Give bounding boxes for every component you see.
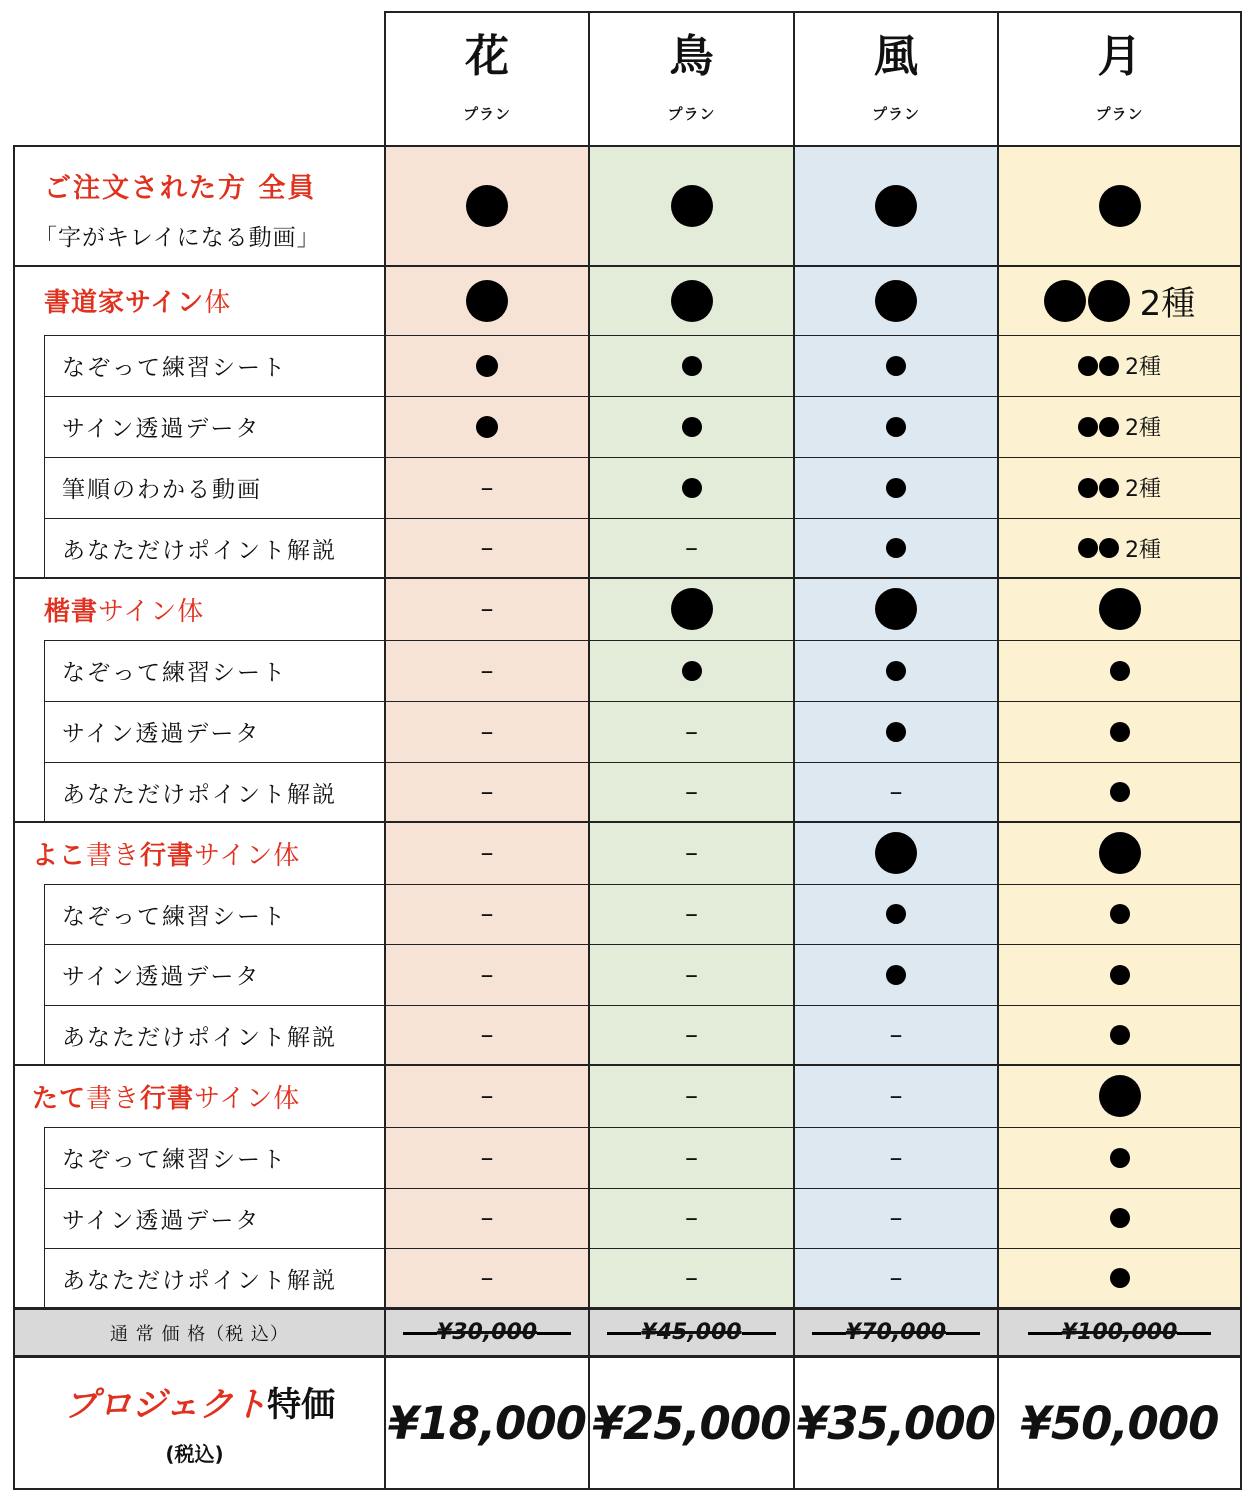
grid-line <box>14 1355 1242 1358</box>
mark-cell <box>589 518 794 578</box>
mark-cell <box>998 1005 1241 1065</box>
grid-line <box>44 1005 1242 1006</box>
mark-cell <box>794 578 998 640</box>
plan-name: 鳥 <box>669 30 714 82</box>
dot-icon <box>1110 1148 1130 1168</box>
dot-icon <box>1110 1208 1130 1228</box>
mark-cell <box>589 335 794 396</box>
count-label: 2種 <box>1125 477 1161 502</box>
large-dot-icon <box>1099 832 1141 874</box>
plan-header-tori <box>589 12 794 146</box>
dot-icon <box>1110 1268 1130 1288</box>
mark-cell <box>385 1188 589 1248</box>
large-dot-icon <box>875 185 917 227</box>
mark-cell <box>794 640 998 701</box>
grid-line <box>44 944 1242 945</box>
mark-cell <box>998 396 1241 457</box>
grid-line <box>384 11 386 1490</box>
special-price-value: ¥35,000 <box>797 1396 995 1450</box>
grid-line <box>44 640 1242 641</box>
tate-label-bold2: 行書 <box>140 1083 195 1114</box>
grid-line <box>44 884 45 1065</box>
row-label-kaisho <box>14 578 385 640</box>
large-dot-icon <box>1099 588 1141 630</box>
dot-icon <box>886 356 906 376</box>
mark-cell <box>385 822 589 884</box>
yoko-label-1: 書き <box>86 840 141 871</box>
mark-cell <box>385 1005 589 1065</box>
mark-cell <box>589 146 794 266</box>
mark-cell <box>794 266 998 335</box>
mark-cell <box>794 1188 998 1248</box>
mark-cell <box>589 396 794 457</box>
special-label-black: 特価 <box>267 1385 336 1425</box>
special-price-value: ¥18,000 <box>388 1396 586 1450</box>
mark-cell <box>385 335 589 396</box>
mark-cell <box>385 762 589 822</box>
dot-icon <box>476 355 498 377</box>
regular-price-hana <box>385 1309 589 1356</box>
dot-icon <box>1099 538 1119 558</box>
row-label-all-orders <box>14 146 385 266</box>
sub-label-trace-sheet: なぞって練習シート <box>62 1147 287 1173</box>
yoko-label-bold1: よこ <box>32 840 87 871</box>
special-price-hana <box>385 1357 589 1489</box>
mark-cell <box>794 335 998 396</box>
dot-icon <box>476 416 498 438</box>
row-label-shodoka <box>14 266 385 335</box>
dash-mark: – <box>685 1142 698 1173</box>
dash-mark: – <box>480 1142 494 1173</box>
dash-mark: – <box>685 1203 698 1233</box>
dot-icon <box>1078 478 1098 498</box>
large-dot-icon <box>671 588 713 630</box>
mark-cell <box>794 944 998 1005</box>
mark-cell <box>385 146 589 266</box>
mark-cell <box>385 1065 589 1127</box>
grid-line <box>588 11 590 1490</box>
large-dot-icon <box>466 280 508 322</box>
special-price-kaze <box>794 1357 998 1489</box>
all-orders-subtitle: 「字がキレイになる動画」 <box>34 225 321 251</box>
large-dot-icon <box>875 280 917 322</box>
dot-icon <box>1099 478 1119 498</box>
grid-line <box>44 640 45 822</box>
mark-cell <box>998 266 1241 335</box>
mark-cell <box>385 944 589 1005</box>
yoko-label-2: サイン体 <box>194 840 301 871</box>
sub-label-point-explain: あなただけポイント解説 <box>62 1024 337 1051</box>
mark-cell <box>385 396 589 457</box>
grid-line <box>14 1488 1242 1490</box>
mark-cell <box>998 146 1241 266</box>
plan-sub: プラン <box>1095 104 1144 123</box>
mark-cell <box>794 822 998 884</box>
large-dot-icon <box>1099 1075 1141 1117</box>
mark-cell <box>998 640 1241 701</box>
mark-cell <box>589 1005 794 1065</box>
tate-label-1: 書き <box>86 1083 141 1114</box>
dot-icon <box>886 417 906 437</box>
mark-cell <box>385 1127 589 1188</box>
special-label-tax: (税込) <box>165 1442 224 1466</box>
grid-line <box>44 1127 45 1308</box>
grid-line <box>44 457 1242 458</box>
mark-cell <box>589 1127 794 1188</box>
dash-mark: – <box>685 1263 698 1293</box>
dash-mark: – <box>889 1020 903 1050</box>
mark-cell <box>385 457 589 518</box>
row-label-tate <box>14 1065 385 1127</box>
grid-line <box>14 1064 1242 1066</box>
dot-icon <box>886 661 906 681</box>
mark-cell <box>385 518 589 578</box>
sub-label-sign-data: サイン透過データ <box>62 964 261 990</box>
dash-mark: – <box>480 959 494 990</box>
grid-line <box>14 145 1242 147</box>
mark-cell <box>794 1127 998 1188</box>
mark-cell <box>998 518 1241 578</box>
dash-mark: – <box>889 1142 903 1173</box>
large-dot-icon <box>1099 185 1141 227</box>
dash-mark: – <box>889 1081 903 1111</box>
plan-name: 風 <box>874 30 918 82</box>
mark-cell <box>385 266 589 335</box>
dash-mark: – <box>480 472 494 503</box>
grid-line <box>44 335 1242 336</box>
regular-price-tori <box>589 1309 794 1356</box>
sub-label-sign-data: サイン透過データ <box>62 721 261 747</box>
row-label-yoko <box>14 822 385 884</box>
sub-label-trace-sheet: なぞって練習シート <box>62 903 287 930</box>
grid-line <box>14 1307 1242 1310</box>
dot-icon <box>1078 538 1098 558</box>
regular-price-value: ¥100,000 <box>1061 1320 1178 1345</box>
mark-cell <box>794 762 998 822</box>
grid-line <box>44 396 1242 397</box>
dot-icon <box>1078 356 1098 376</box>
dot-icon <box>886 965 906 985</box>
sub-label-stroke-video: 筆順のわかる動画 <box>62 477 262 503</box>
plan-sub: プラン <box>462 104 511 123</box>
special-price-value: ¥25,000 <box>592 1396 791 1450</box>
dot-icon <box>682 356 702 376</box>
sub-label-point-explain: あなただけポイント解説 <box>62 781 337 808</box>
sub-label-sign-data: サイン透過データ <box>62 1207 261 1234</box>
dash-mark: – <box>685 838 698 868</box>
dot-icon <box>682 417 702 437</box>
dot-icon <box>1110 965 1130 985</box>
dot-icon <box>886 538 906 558</box>
mark-cell <box>589 578 794 640</box>
grid-line <box>14 265 1242 267</box>
mark-cell <box>385 884 589 944</box>
mark-cell <box>385 640 589 701</box>
mark-cell <box>794 701 998 762</box>
mark-cell <box>794 884 998 944</box>
dash-mark: – <box>480 594 494 624</box>
grid-line <box>793 11 795 1490</box>
dash-mark: – <box>685 1020 698 1050</box>
plan-sub: プラン <box>871 104 920 123</box>
mark-cell <box>589 884 794 944</box>
dot-icon <box>1110 904 1130 924</box>
regular-price-value: ¥30,000 <box>436 1320 538 1345</box>
dot-icon <box>682 661 702 681</box>
dash-mark: – <box>480 1263 494 1293</box>
mark-cell <box>794 1248 998 1308</box>
mark-cell <box>385 578 589 640</box>
dot-icon <box>886 478 906 498</box>
dash-mark: – <box>480 1203 494 1233</box>
plan-name: 月 <box>1097 30 1142 82</box>
plan-sub: プラン <box>667 104 716 123</box>
plan-header-hana <box>385 12 589 146</box>
dash-mark: – <box>480 777 494 807</box>
large-dot-icon <box>1044 280 1086 322</box>
dash-mark: – <box>480 1020 494 1050</box>
dot-icon <box>1110 782 1130 802</box>
dash-mark: – <box>480 655 494 686</box>
sub-label-trace-sheet: なぞって練習シート <box>62 355 287 381</box>
mark-cell <box>589 944 794 1005</box>
regular-price-value: ¥70,000 <box>845 1320 947 1345</box>
special-price-tsuki <box>998 1357 1241 1489</box>
grid-line <box>44 884 1242 885</box>
grid-line <box>997 11 999 1490</box>
mark-cell <box>794 146 998 266</box>
dot-icon <box>1099 417 1119 437</box>
special-price-value: ¥50,000 <box>1020 1396 1219 1450</box>
dash-mark: – <box>685 899 698 929</box>
yoko-label-bold2: 行書 <box>140 840 195 871</box>
dash-mark: – <box>685 1081 698 1111</box>
large-dot-icon <box>1088 280 1130 322</box>
dash-mark: – <box>889 1203 903 1233</box>
dot-icon <box>886 904 906 924</box>
mark-cell <box>998 578 1241 640</box>
count-label: 2種 <box>1125 355 1161 380</box>
sub-label-trace-sheet: なぞって練習シート <box>62 660 287 686</box>
mark-cell <box>589 457 794 518</box>
grid-line <box>44 518 1242 519</box>
grid-line <box>44 1188 1242 1189</box>
mark-cell <box>794 1065 998 1127</box>
mark-cell <box>998 944 1241 1005</box>
tate-label-bold1: たて <box>32 1083 87 1114</box>
large-dot-icon <box>875 832 917 874</box>
mark-cell <box>998 762 1241 822</box>
plan-header-tsuki <box>998 12 1241 146</box>
dash-mark: – <box>480 899 494 929</box>
sub-label-point-explain: あなただけポイント解説 <box>62 537 337 564</box>
mark-cell <box>794 396 998 457</box>
dash-mark: – <box>480 716 494 747</box>
count-label: 2種 <box>1125 537 1161 563</box>
dot-icon <box>1110 661 1130 681</box>
shodoka-label: 体 <box>204 288 232 318</box>
dot-icon <box>886 722 906 742</box>
mark-cell <box>998 1188 1241 1248</box>
mark-cell <box>794 518 998 578</box>
plan-header-kaze <box>794 12 998 146</box>
count-label: 2種 <box>1125 416 1161 441</box>
dash-mark: – <box>480 533 494 563</box>
mark-cell <box>589 1248 794 1308</box>
large-dot-icon <box>671 185 713 227</box>
large-dot-icon <box>875 588 917 630</box>
dash-mark: – <box>889 777 903 807</box>
sub-label-point-explain: あなただけポイント解説 <box>62 1267 337 1294</box>
grid-line <box>44 762 1242 763</box>
all-orders-title: ご注文された方 全員 <box>44 173 317 204</box>
mark-cell <box>589 1188 794 1248</box>
mark-cell <box>589 762 794 822</box>
mark-cell <box>385 1248 589 1308</box>
dot-icon <box>1099 356 1119 376</box>
grid-line <box>1240 11 1242 1490</box>
dash-mark: – <box>685 716 698 747</box>
mark-cell <box>998 884 1241 944</box>
kaisho-label: サイン体 <box>98 596 205 627</box>
regular-price-label: 通 常 価 格（税 込） <box>110 1323 289 1345</box>
dash-mark: – <box>685 777 698 807</box>
kaisho-label-bold: 楷書 <box>44 596 99 627</box>
count-label: 2種 <box>1139 284 1196 324</box>
mark-cell <box>998 701 1241 762</box>
dash-mark: – <box>480 1081 494 1111</box>
plan-name: 花 <box>465 30 509 82</box>
mark-cell <box>998 335 1241 396</box>
mark-cell <box>794 457 998 518</box>
grid-line <box>44 701 1242 702</box>
dash-mark: – <box>889 1263 903 1293</box>
grid-line <box>44 335 45 578</box>
dash-mark: – <box>685 533 698 563</box>
shodoka-label-bold: 書道家サイン <box>44 288 205 318</box>
sub-label-sign-data: サイン透過データ <box>62 416 261 442</box>
grid-line <box>44 1248 1242 1249</box>
special-label-red: プロジェクト <box>63 1385 268 1425</box>
mark-cell <box>998 1127 1241 1188</box>
dot-icon <box>1110 722 1130 742</box>
grid-line <box>44 1127 1242 1128</box>
dot-icon <box>1078 417 1098 437</box>
grid-line <box>14 577 1242 579</box>
large-dot-icon <box>671 280 713 322</box>
special-price-tori <box>589 1357 794 1489</box>
mark-cell <box>385 701 589 762</box>
regular-price-value: ¥45,000 <box>641 1320 742 1345</box>
mark-cell <box>794 1005 998 1065</box>
dot-icon <box>682 478 702 498</box>
mark-cell <box>589 266 794 335</box>
dash-mark: – <box>480 838 494 868</box>
grid-line <box>384 11 1242 13</box>
regular-price-kaze <box>794 1309 998 1356</box>
mark-cell <box>998 457 1241 518</box>
dot-icon <box>1110 1025 1130 1045</box>
mark-cell <box>998 1065 1241 1127</box>
regular-price-tsuki <box>998 1309 1241 1356</box>
mark-cell <box>589 701 794 762</box>
grid-line <box>14 821 1242 823</box>
mark-cell <box>998 822 1241 884</box>
grid-line <box>13 145 15 1490</box>
mark-cell <box>589 640 794 701</box>
tate-label-2: サイン体 <box>194 1083 301 1114</box>
large-dot-icon <box>466 185 508 227</box>
mark-cell <box>589 822 794 884</box>
special-price-label <box>14 1357 385 1489</box>
mark-cell <box>589 1065 794 1127</box>
dash-mark: – <box>685 959 698 990</box>
mark-cell <box>998 1248 1241 1308</box>
